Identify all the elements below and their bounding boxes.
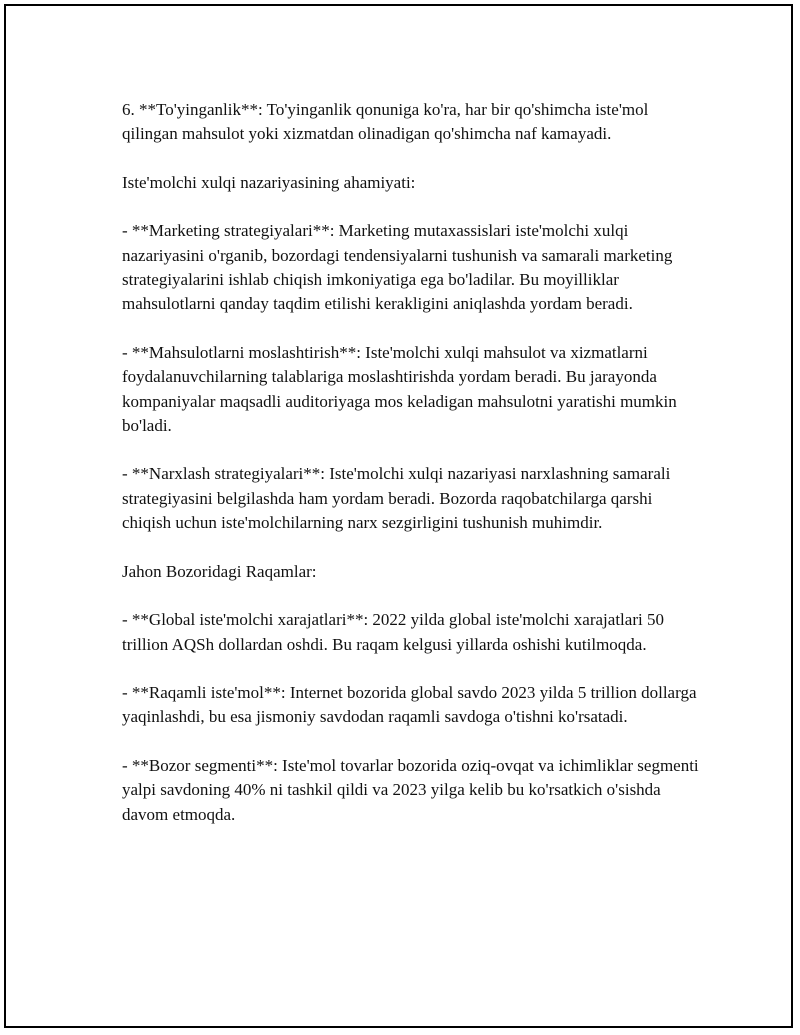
heading-world-market: Jahon Bozoridagi Raqamlar: [122,561,317,581]
paragraph-global-spending: - **Global iste'molchi xarajatlari**: 2022 yilda global iste'molchi xarajatlari 50 trillion AQSh dollardan oshdi. Bu raqam kelgusi yillarda oshishi kutilmoqda. [122,610,664,654]
page-frame [4,4,793,1028]
heading-importance: Iste'molchi xulqi nazariyasining ahamiyati: [122,172,416,192]
paragraph-market-segment: - **Bozor segmenti**: Iste'mol tovarlar bozorida oziq-ovqat va ichimliklar segmenti yalpi savdoning 40% ni tashkil qildi va 2023 yilga kelib bu ko'rsatkich o'sishda davom etmoqda. [122,756,699,824]
document-body [122,98,702,851]
paragraph-product-adaptation: - **Mahsulotlarni moslashtirish**: Iste'molchi xulqi mahsulot va xizmatlarni foydalanuvchilarning talablariga moslashtirishda yordam beradi. Bu jarayonda kompaniyalar maqsadli auditoriyaga mos keladigan mahsulotni yaratishi mumkin bo'ladi. [122,342,677,435]
paragraph-pricing: - **Narxlash strategiyalari**: Iste'molchi xulqi nazariyasi narxlashning samarali strategiyasini belgilashda ham yordam beradi. Bozorda raqobatchilarga qarshi chiqish uchun iste'molchilarning narx sezgirligini tushunish muhimdir. [122,464,671,533]
paragraph-marketing: - **Marketing strategiyalari**: Marketing mutaxassislari iste'molchi xulqi nazariyasini o'rganib, bozordagi tendensiyalarni tushunish va samarali marketing strategiyalarini ishlab chiqish imkoniyatiga ega bo'ladilar. Bu moyilliklar mahsulotlarni qanday taqdim etilishi kerakligini aniqlashda yordam beradi. [122,221,673,314]
paragraph-digital-consumption: - **Raqamli iste'mol**: Internet bozorida global savdo 2023 yilda 5 trillion dollarga yaqinlashdi, bu esa jismoniy savdodan raqamli savdoga o'tishni ko'rsatadi. [122,683,697,727]
paragraph-satiation: 6. **To'yinganlik**: To'yinganlik qonuniga ko'ra, har bir qo'shimcha iste'mol qilingan mahsulot yoki xizmatdan olinadigan qo'shimcha naf kamayadi. [122,100,649,144]
